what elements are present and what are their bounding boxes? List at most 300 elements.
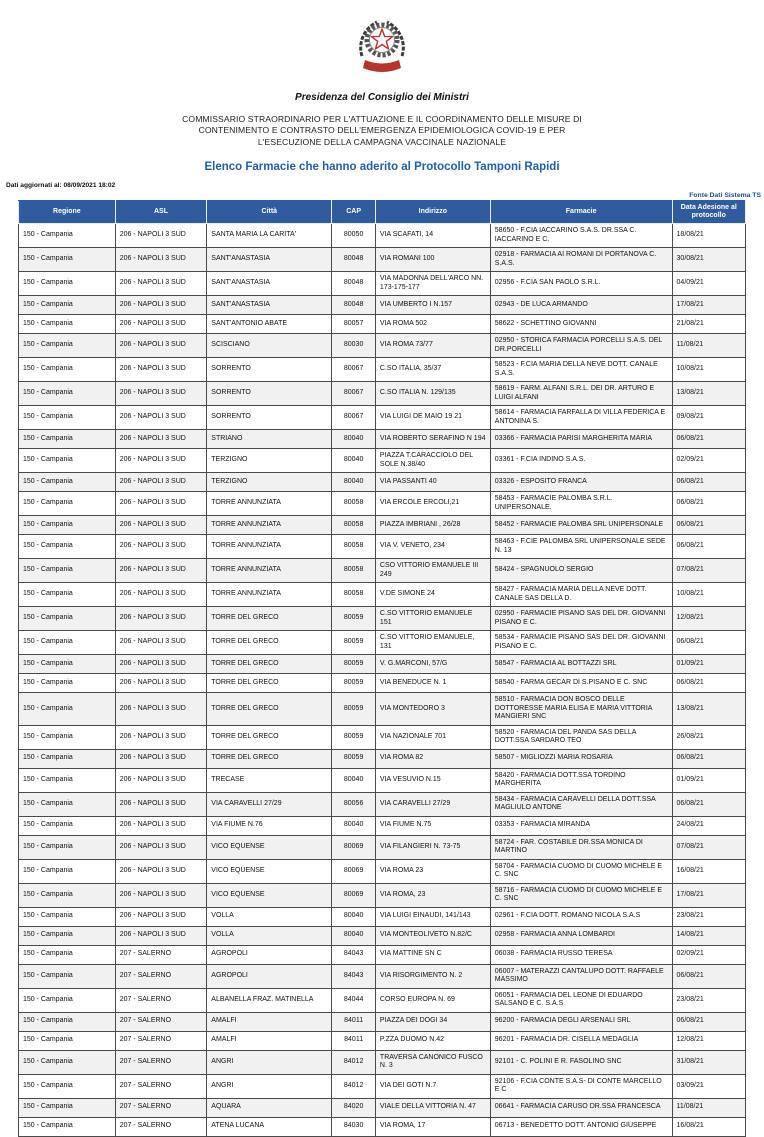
table-row: [19, 945, 746, 964]
cell-farmacia: 02918 - FARMACIA AI ROMANI DI PORTANOVA C. S.A.S.: [490, 248, 672, 272]
cell-farmacia: 06713 - BENEDETTO DOTT. ANTONIO GIUSEPPE: [490, 1117, 672, 1136]
cell-cap: 80067: [332, 358, 376, 382]
cell-regione: 150 - Campania: [19, 1031, 116, 1050]
cell-farmacia: 58534 - FARMACIE PISANO SAS DEL DR. GIOVANNI PISANO E C.: [490, 631, 672, 655]
cell-farmacia: 58453 - FARMACIE PALOMBA S.R.L. UNIPERSONALE.: [490, 492, 672, 516]
cell-regione: 150 - Campania: [19, 535, 116, 559]
cell-indirizzo: VIA VESUVIO N.15: [375, 768, 490, 792]
cell-indirizzo: VIA ROMA 82: [375, 749, 490, 768]
cell-data-adesione: 14/08/21: [672, 926, 745, 945]
cell-asl: 206 - NAPOLI 3 SUD: [115, 315, 207, 334]
cell-data-adesione: 02/09/21: [672, 945, 745, 964]
cell-citta: TORRE DEL GRECO: [207, 655, 332, 674]
table-row: [19, 693, 746, 726]
table-row: [19, 835, 746, 859]
column-header-farmacie: Farmacie: [490, 201, 672, 224]
table-row: [19, 926, 746, 945]
pharmacies-table-body: [19, 224, 746, 1137]
cell-data-adesione: 16/08/21: [672, 1117, 745, 1136]
cell-citta: TORRE DEL GRECO: [207, 693, 332, 726]
cell-asl: 206 - NAPOLI 3 SUD: [115, 907, 207, 926]
cell-farmacia: 58704 - FARMACIA CUOMO DI CUOMO MICHELE E C. SNC: [490, 859, 672, 883]
cell-citta: SANT'ANASTASIA: [207, 248, 332, 272]
cell-data-adesione: 06/08/21: [672, 473, 745, 492]
cell-farmacia: 58619 - FARM. ALFANI S.R.L. DEI DR. ARTURO E LUIGI ALFANI: [490, 382, 672, 406]
cell-regione: 150 - Campania: [19, 559, 116, 583]
cell-regione: 150 - Campania: [19, 749, 116, 768]
cell-data-adesione: 07/08/21: [672, 559, 745, 583]
table-row: [19, 473, 746, 492]
cell-farmacia: 58540 - FARMA GECAR DI S.PISANO E C. SNC: [490, 674, 672, 693]
cell-citta: STRIANO: [207, 430, 332, 449]
cell-asl: 206 - NAPOLI 3 SUD: [115, 559, 207, 583]
cell-indirizzo: VIA MONTEDORO 3: [375, 693, 490, 726]
cell-indirizzo: VIA RISORGIMENTO N. 2: [375, 964, 490, 988]
cell-regione: 150 - Campania: [19, 449, 116, 473]
cell-indirizzo: VIALE DELLA VITTORIA N. 47: [375, 1098, 490, 1117]
cell-cap: 80040: [332, 768, 376, 792]
cell-regione: 150 - Campania: [19, 1098, 116, 1117]
cell-farmacia: 02950 - FARMACIE PISANO SAS DEL DR. GIOVANNI PISANO E C.: [490, 607, 672, 631]
column-header-regione: Regione: [19, 201, 116, 224]
cell-asl: 206 - NAPOLI 3 SUD: [115, 516, 207, 535]
cell-indirizzo: VIA ROMA 73/77: [375, 334, 490, 358]
cell-citta: TORRE ANNUNZIATA: [207, 492, 332, 516]
cell-data-adesione: 06/08/21: [672, 749, 745, 768]
cell-regione: 150 - Campania: [19, 945, 116, 964]
cell-regione: 150 - Campania: [19, 926, 116, 945]
cell-farmacia: 02961 - F.CIA DOTT. ROMANO NICOLA S.A.S: [490, 907, 672, 926]
cell-indirizzo: VIA ROMA, 17: [375, 1117, 490, 1136]
cell-asl: 207 - SALERNO: [115, 1074, 207, 1098]
cell-regione: 150 - Campania: [19, 725, 116, 749]
cell-farmacia: 58716 - FARMACIA CUOMO DI CUOMO MICHELE E C. SNC: [490, 883, 672, 907]
cell-data-adesione: 21/08/21: [672, 315, 745, 334]
cell-cap: 84012: [332, 1074, 376, 1098]
cell-cap: 84030: [332, 1117, 376, 1136]
column-header-cap: CAP: [332, 201, 376, 224]
cell-regione: 150 - Campania: [19, 1050, 116, 1074]
cell-citta: SCISCIANO: [207, 334, 332, 358]
table-row: [19, 224, 746, 248]
cell-farmacia: 02950 - STORICA FARMACIA PORCELLI S.A.S. DEL DR.PORCELLI: [490, 334, 672, 358]
cell-data-adesione: 06/08/21: [672, 674, 745, 693]
ribbon-icon: [363, 60, 401, 72]
cell-asl: 207 - SALERNO: [115, 1098, 207, 1117]
cell-indirizzo: C.SO ITALIA N. 129/135: [375, 382, 490, 406]
cell-cap: 84043: [332, 945, 376, 964]
cell-farmacia: 58520 - FARMACIA DEL PANDA SAS DELLA DOTT.SSA SARDARO TEO: [490, 725, 672, 749]
column-header-citta: Città: [207, 201, 332, 224]
commissioner-line: L'ESECUZIONE DELLA CAMPAGNA VACCINALE NAZIONALE: [257, 136, 507, 147]
table-row: [19, 1098, 746, 1117]
cell-farmacia: 58434 - FARMACIA CARAVELLI DELLA DOTT.SSA MAGLIULO ANTONE: [490, 792, 672, 816]
cell-regione: 150 - Campania: [19, 248, 116, 272]
cell-indirizzo: VIA FILANGIERI N. 73-75: [375, 835, 490, 859]
table-row: [19, 1012, 746, 1031]
cell-asl: 206 - NAPOLI 3 SUD: [115, 334, 207, 358]
data-updated-label: Dati aggiornati al: 08/09/2021 18:02: [6, 182, 116, 190]
table-row: [19, 1050, 746, 1074]
cell-citta: AGROPOLI: [207, 964, 332, 988]
cell-citta: SORRENTO: [207, 406, 332, 430]
italy-emblem: [0, 0, 764, 83]
cell-farmacia: 58507 - MIGLIOZZI MARIA ROSARIA: [490, 749, 672, 768]
cell-cap: 80059: [332, 725, 376, 749]
cell-citta: VICO EQUENSE: [207, 835, 332, 859]
cell-cap: 80048: [332, 272, 376, 296]
cell-asl: 206 - NAPOLI 3 SUD: [115, 883, 207, 907]
cell-farmacia: 02943 - DE LUCA ARMANDO: [490, 296, 672, 315]
cell-regione: 150 - Campania: [19, 792, 116, 816]
table-row: [19, 725, 746, 749]
table-row: [19, 792, 746, 816]
cell-data-adesione: 24/08/21: [672, 816, 745, 835]
cell-indirizzo: VIA ERCOLE ERCOLI,21: [375, 492, 490, 516]
cell-indirizzo: VIA SCAFATI, 14: [375, 224, 490, 248]
cell-indirizzo: VIA CARAVELLI 27/29: [375, 792, 490, 816]
cell-farmacia: 06051 - FARMACIA DEL LEONE DI EDUARDO SALSANO E C. S.A.S: [490, 988, 672, 1012]
cell-citta: SANT'ANASTASIA: [207, 272, 332, 296]
cell-cap: 80040: [332, 430, 376, 449]
cell-asl: 207 - SALERNO: [115, 945, 207, 964]
cell-regione: 150 - Campania: [19, 768, 116, 792]
cell-data-adesione: 16/08/21: [672, 859, 745, 883]
cell-asl: 206 - NAPOLI 3 SUD: [115, 473, 207, 492]
cell-regione: 150 - Campania: [19, 631, 116, 655]
table-row: [19, 655, 746, 674]
table-row: [19, 883, 746, 907]
table-row: [19, 674, 746, 693]
cell-regione: 150 - Campania: [19, 406, 116, 430]
cell-data-adesione: 06/08/21: [672, 516, 745, 535]
cell-cap: 80069: [332, 835, 376, 859]
cell-cap: 84044: [332, 988, 376, 1012]
cell-cap: 80048: [332, 296, 376, 315]
cell-regione: 150 - Campania: [19, 358, 116, 382]
cell-farmacia: 06038 - FARMACIA RUSSO TERESA: [490, 945, 672, 964]
cell-data-adesione: 03/09/21: [672, 1074, 745, 1098]
table-row: [19, 859, 746, 883]
cell-indirizzo: P.ZZA DUOMO N.42: [375, 1031, 490, 1050]
cell-asl: 207 - SALERNO: [115, 1117, 207, 1136]
cell-cap: 84011: [332, 1012, 376, 1031]
cell-farmacia: 03361 - F.CIA INDINO S.A.S.: [490, 449, 672, 473]
cell-data-adesione: 23/08/21: [672, 907, 745, 926]
cell-regione: 150 - Campania: [19, 315, 116, 334]
commissioner-line: COMMISSARIO STRAORDINARIO PER L'ATTUAZIONE E IL COORDINAMENTO DELLE MISURE DI: [182, 114, 582, 124]
cell-farmacia: 58424 - SPAGNUOLO SERGIO: [490, 559, 672, 583]
cell-farmacia: 58420 - FARMACIA DOTT.SSA TORDINO MARGHERITA: [490, 768, 672, 792]
cell-data-adesione: 10/08/21: [672, 358, 745, 382]
cell-regione: 150 - Campania: [19, 430, 116, 449]
cell-cap: 84043: [332, 964, 376, 988]
table-row: [19, 907, 746, 926]
table-row: [19, 296, 746, 315]
cell-regione: 150 - Campania: [19, 693, 116, 726]
table-header-row: [19, 201, 746, 224]
table-row: [19, 382, 746, 406]
cell-regione: 150 - Campania: [19, 655, 116, 674]
cell-farmacia: 58547 - FARMACIA AL BOTTAZZI SRL: [490, 655, 672, 674]
table-row: [19, 315, 746, 334]
page-title: Elenco Farmacie che hanno aderito al Protocollo Tamponi Rapidi: [204, 161, 560, 174]
cell-regione: 150 - Campania: [19, 964, 116, 988]
cell-citta: TORRE DEL GRECO: [207, 631, 332, 655]
cell-regione: 150 - Campania: [19, 296, 116, 315]
cell-farmacia: 96200 - FARMACIA DEGLI ARSENALI SRL: [490, 1012, 672, 1031]
column-header-data-adesione: Data Adesione al protocollo: [672, 201, 745, 224]
cell-farmacia: 02958 - FARMACIA ANNA LOMBARDI: [490, 926, 672, 945]
cell-data-adesione: 12/08/21: [672, 1031, 745, 1050]
cell-indirizzo: VIA BENEDUCE N. 1: [375, 674, 490, 693]
cell-indirizzo: VIA DEI GOTI N.7: [375, 1074, 490, 1098]
cell-asl: 206 - NAPOLI 3 SUD: [115, 272, 207, 296]
table-row: [19, 430, 746, 449]
cell-citta: TORRE ANNUNZIATA: [207, 535, 332, 559]
cell-indirizzo: VIA FIUME N.75: [375, 816, 490, 835]
cell-indirizzo: VIA MADONNA DELL'ARCO NN. 173-175-177: [375, 272, 490, 296]
pharmacies-table: [18, 200, 746, 1137]
cell-farmacia: 96201 - FARMACIA DR. CISELLA MEDAGLIA: [490, 1031, 672, 1050]
cell-farmacia: 92106 - F.CIA CONTE S.A.S- DI CONTE MARCELLO E C: [490, 1074, 672, 1098]
cell-data-adesione: 01/09/21: [672, 655, 745, 674]
cell-indirizzo: VIA NAZIONALE 701: [375, 725, 490, 749]
cell-citta: SORRENTO: [207, 358, 332, 382]
cell-farmacia: 58614 - FARMACIA FARFALLA DI VILLA FEDERICA E ANTONINA S.: [490, 406, 672, 430]
cell-data-adesione: 06/08/21: [672, 792, 745, 816]
cell-indirizzo: VIA ROMA, 23: [375, 883, 490, 907]
cell-data-adesione: 04/09/21: [672, 272, 745, 296]
cell-farmacia: 58724 - FAR. COSTABILE DR.SSA MONICA DI MARTINO: [490, 835, 672, 859]
cell-indirizzo: VIA MONTEOLIVETO N.82/C: [375, 926, 490, 945]
cell-indirizzo: VIA LUIGI DE MAIO 19 21: [375, 406, 490, 430]
cell-citta: VOLLA: [207, 907, 332, 926]
cell-asl: 206 - NAPOLI 3 SUD: [115, 492, 207, 516]
cell-asl: 206 - NAPOLI 3 SUD: [115, 296, 207, 315]
cell-indirizzo: PIAZZA IMBRIANI , 26/28: [375, 516, 490, 535]
commissioner-heading: [156, 114, 608, 148]
cell-indirizzo: VIA ROMANI 100: [375, 248, 490, 272]
cell-citta: VICO EQUENSE: [207, 859, 332, 883]
cell-indirizzo: VIA PASSANTI 40: [375, 473, 490, 492]
cell-data-adesione: 12/08/21: [672, 607, 745, 631]
italy-emblem-icon: [353, 16, 411, 78]
cell-data-adesione: 17/08/21: [672, 296, 745, 315]
cell-cap: 80059: [332, 749, 376, 768]
column-header-asl: ASL: [115, 201, 207, 224]
cell-citta: TRECASE: [207, 768, 332, 792]
cell-asl: 206 - NAPOLI 3 SUD: [115, 535, 207, 559]
table-row: [19, 334, 746, 358]
cell-data-adesione: 06/08/21: [672, 492, 745, 516]
cell-regione: 150 - Campania: [19, 816, 116, 835]
cell-indirizzo: CORSO EUROPA N. 69: [375, 988, 490, 1012]
cell-data-adesione: 11/08/21: [672, 334, 745, 358]
cell-citta: AMALFI: [207, 1012, 332, 1031]
cell-data-adesione: 13/08/21: [672, 693, 745, 726]
cell-data-adesione: 06/08/21: [672, 631, 745, 655]
cell-data-adesione: 06/08/21: [672, 964, 745, 988]
cell-indirizzo: C.SO VITTORIO EMANUELE 151: [375, 607, 490, 631]
cell-cap: 80040: [332, 816, 376, 835]
cell-asl: 206 - NAPOLI 3 SUD: [115, 224, 207, 248]
cell-citta: SANTA MARIA LA CARITA': [207, 224, 332, 248]
cell-cap: 80050: [332, 224, 376, 248]
cell-citta: TORRE DEL GRECO: [207, 749, 332, 768]
cell-regione: 150 - Campania: [19, 835, 116, 859]
cell-asl: 206 - NAPOLI 3 SUD: [115, 835, 207, 859]
table-row: [19, 272, 746, 296]
cell-citta: TORRE DEL GRECO: [207, 725, 332, 749]
cell-farmacia: 58463 - F.CIE PALOMBA SRL UNIPERSONALE SEDE N. 13: [490, 535, 672, 559]
cell-farmacia: 92101 - C. POLINI E R. FASOLINO SNC: [490, 1050, 672, 1074]
cell-data-adesione: 13/08/21: [672, 382, 745, 406]
cell-regione: 150 - Campania: [19, 1012, 116, 1031]
cell-regione: 150 - Campania: [19, 473, 116, 492]
cell-regione: 150 - Campania: [19, 334, 116, 358]
cell-data-adesione: 11/08/21: [672, 1098, 745, 1117]
table-row: [19, 768, 746, 792]
cell-citta: ANGRI: [207, 1050, 332, 1074]
cell-regione: 150 - Campania: [19, 859, 116, 883]
cell-citta: TORRE DEL GRECO: [207, 607, 332, 631]
table-row: [19, 607, 746, 631]
cell-indirizzo: VIA ROMA 502: [375, 315, 490, 334]
cell-cap: 80058: [332, 535, 376, 559]
cell-citta: TORRE ANNUNZIATA: [207, 583, 332, 607]
cell-asl: 206 - NAPOLI 3 SUD: [115, 768, 207, 792]
cell-citta: AMALFI: [207, 1031, 332, 1050]
cell-regione: 150 - Campania: [19, 382, 116, 406]
cell-indirizzo: VIA LUIGI EINAUDI, 141/143: [375, 907, 490, 926]
table-row: [19, 631, 746, 655]
cell-data-adesione: 17/08/21: [672, 883, 745, 907]
table-row: [19, 559, 746, 583]
cell-asl: 206 - NAPOLI 3 SUD: [115, 859, 207, 883]
cell-indirizzo: VIA MATTINE SN C: [375, 945, 490, 964]
cell-farmacia: 58650 - F.CIA IACCARINO S.A.S. DR.SSA C. IACCARINO E C.: [490, 224, 672, 248]
cell-cap: 80059: [332, 674, 376, 693]
cell-citta: TERZIGNO: [207, 449, 332, 473]
cell-cap: 80059: [332, 607, 376, 631]
cell-indirizzo: VIA UMBERTO I N.157: [375, 296, 490, 315]
cell-citta: TERZIGNO: [207, 473, 332, 492]
cell-cap: 84020: [332, 1098, 376, 1117]
table-row: [19, 583, 746, 607]
cell-cap: 80059: [332, 655, 376, 674]
cell-cap: 80067: [332, 382, 376, 406]
cell-data-adesione: 30/08/21: [672, 248, 745, 272]
cell-indirizzo: VIA V. VENETO, 234: [375, 535, 490, 559]
cell-farmacia: 03366 - FARMACIA PARISI MARGHERITA MARIA: [490, 430, 672, 449]
cell-indirizzo: C.SO VITTORIO EMANUELE, 131: [375, 631, 490, 655]
cell-cap: 80040: [332, 449, 376, 473]
table-row: [19, 749, 746, 768]
cell-indirizzo: C.SO ITALIA, 35/37: [375, 358, 490, 382]
table-row: [19, 816, 746, 835]
cell-asl: 206 - NAPOLI 3 SUD: [115, 248, 207, 272]
cell-cap: 84012: [332, 1050, 376, 1074]
cell-cap: 80069: [332, 883, 376, 907]
cell-indirizzo: CSO VITTORIO EMANUELE III 249: [375, 559, 490, 583]
cell-citta: SANT'ANTONIO ABATE: [207, 315, 332, 334]
cell-cap: 84011: [332, 1031, 376, 1050]
cell-citta: ALBANELLA FRAZ. MATINELLA: [207, 988, 332, 1012]
cell-farmacia: 06007 - MATERAZZI CANTALUPO DOTT. RAFFAELE MASSIMO: [490, 964, 672, 988]
cell-data-adesione: 23/08/21: [672, 988, 745, 1012]
cell-citta: TORRE ANNUNZIATA: [207, 559, 332, 583]
institution-name: Presidenza del Consiglio dei Ministri: [295, 92, 469, 103]
cell-citta: VIA CARAVELLI 27/29: [207, 792, 332, 816]
cell-farmacia: 58427 - FARMACIA MARIA DELLA NEVE DOTT. CANALE SAS DELLA D.: [490, 583, 672, 607]
table-row: [19, 516, 746, 535]
commissioner-line: CONTENIMENTO E CONTRASTO DELL'EMERGENZA EPIDEMIOLOGICA COVID-19 E PER: [198, 125, 566, 136]
cell-indirizzo: VIA ROMA 23: [375, 859, 490, 883]
cell-citta: TORRE DEL GRECO: [207, 674, 332, 693]
cell-cap: 80069: [332, 859, 376, 883]
table-row: [19, 449, 746, 473]
cell-asl: 206 - NAPOLI 3 SUD: [115, 926, 207, 945]
cell-farmacia: 58523 - F.CIA MARIA DELLA NEVE DOTT. CANALE S.A.S.: [490, 358, 672, 382]
table-row: [19, 1117, 746, 1136]
cell-cap: 80040: [332, 473, 376, 492]
cell-asl: 206 - NAPOLI 3 SUD: [115, 655, 207, 674]
cell-regione: 150 - Campania: [19, 907, 116, 926]
cell-citta: VOLLA: [207, 926, 332, 945]
cell-cap: 80056: [332, 792, 376, 816]
cell-farmacia: 58452 - FARMACIE PALOMBA SRL UNIPERSONALE: [490, 516, 672, 535]
cell-citta: AGROPOLI: [207, 945, 332, 964]
table-row: [19, 358, 746, 382]
cell-regione: 150 - Campania: [19, 224, 116, 248]
table-row: [19, 1031, 746, 1050]
cell-asl: 206 - NAPOLI 3 SUD: [115, 674, 207, 693]
cell-cap: 80040: [332, 907, 376, 926]
cell-asl: 206 - NAPOLI 3 SUD: [115, 430, 207, 449]
cell-data-adesione: 02/09/21: [672, 449, 745, 473]
cell-data-adesione: 18/08/21: [672, 224, 745, 248]
table-row: [19, 1074, 746, 1098]
cell-cap: 80058: [332, 492, 376, 516]
cell-data-adesione: 26/08/21: [672, 725, 745, 749]
cell-farmacia: 02956 - F.CIA SAN PAOLO S.R.L.: [490, 272, 672, 296]
cell-asl: 206 - NAPOLI 3 SUD: [115, 816, 207, 835]
cell-citta: VICO EQUENSE: [207, 883, 332, 907]
cell-citta: ANGRI: [207, 1074, 332, 1098]
cell-indirizzo: TRAVERSA CANONICO FUSCO N. 3: [375, 1050, 490, 1074]
cell-cap: 80058: [332, 583, 376, 607]
cell-asl: 206 - NAPOLI 3 SUD: [115, 406, 207, 430]
cell-cap: 80030: [332, 334, 376, 358]
cell-farmacia: 58622 - SCHETTINO GIOVANNI: [490, 315, 672, 334]
table-row: [19, 406, 746, 430]
cell-data-adesione: 09/08/21: [672, 406, 745, 430]
cell-indirizzo: PIAZZA DEI DOGI 34: [375, 1012, 490, 1031]
cell-farmacia: 03326 - ESPOSITO FRANCA: [490, 473, 672, 492]
cell-asl: 207 - SALERNO: [115, 964, 207, 988]
cell-cap: 80057: [332, 315, 376, 334]
cell-asl: 206 - NAPOLI 3 SUD: [115, 382, 207, 406]
cell-citta: SORRENTO: [207, 382, 332, 406]
cell-asl: 207 - SALERNO: [115, 1050, 207, 1074]
table-row: [19, 535, 746, 559]
cell-cap: 80058: [332, 559, 376, 583]
cell-data-adesione: 31/08/21: [672, 1050, 745, 1074]
cell-data-adesione: 06/08/21: [672, 1012, 745, 1031]
table-row: [19, 248, 746, 272]
cell-citta: ATENA LUCANA: [207, 1117, 332, 1136]
